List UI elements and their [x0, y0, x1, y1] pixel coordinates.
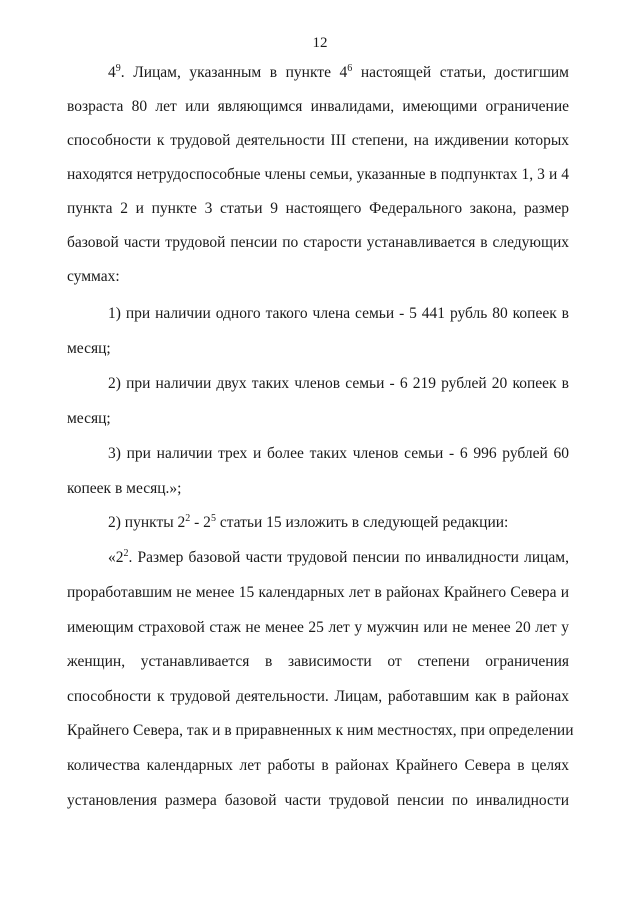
list-item-line: 3) при наличии трех и более таких членов семьи - 6 996 рублей 60	[108, 445, 569, 462]
list-item-line: копеек в месяц.»;	[67, 480, 182, 497]
paragraph-line: базовой части трудовой пенсии по старости устанавливается в следующих	[67, 234, 569, 251]
paragraph-line: «$2^2$. Размер базовой части трудовой пенсии по инвалидности лицам,	[108, 548, 569, 566]
list-item-line: месяц;	[67, 340, 111, 357]
paragraph-line: имеющим страховой стаж не менее 25 лет у мужчин или не менее 20 лет у	[67, 619, 569, 636]
paragraph-line: проработавшим не менее 15 календарных лет в районах Крайнего Севера и	[67, 584, 569, 601]
list-item-line: месяц;	[67, 410, 111, 427]
list-item-line: 2) при наличии двух таких членов семьи - 6 219 рублей 20 копеек в	[108, 375, 569, 392]
list-item-line: 1) при наличии одного такого члена семьи - 5 441 рубль 80 копеек в	[108, 305, 569, 322]
paragraph-line: пункта 2 и пункте 3 статьи 9 настоящего Федерального закона, размер	[67, 200, 569, 217]
page-number: 12	[312, 35, 328, 51]
paragraph-line: женщин, устанавливается в зависимости от степени ограничения	[67, 653, 569, 670]
paragraph-line: способности к трудовой деятельности. Лицам, работавшим как в районах	[67, 688, 569, 705]
paragraph-line: Крайнего Севера, так и в приравненных к ним местностях, при определении	[67, 722, 574, 739]
paragraph-line: способности к трудовой деятельности III степени, на иждивении которых	[67, 132, 569, 149]
amendment-instruction: 2) пункты $2^2 - 2^5$ статьи 15 изложить в следующей редакции:	[108, 513, 509, 531]
paragraph-line: возраста 80 лет или являющимся инвалидами, имеющими ограничение	[67, 98, 569, 115]
paragraph-line: суммах:	[67, 268, 120, 285]
paragraph-line: $4^9$. Лицам, указанным в пункте $4^6$ настоящей статьи, достигшим	[108, 63, 569, 81]
paragraph-line: находятся нетрудоспособные члены семьи, указанные в подпунктах 1, 3 и 4	[67, 166, 569, 183]
paragraph-line: количества календарных лет работы в районах Крайнего Севера в целях	[67, 757, 569, 774]
paragraph-line: установления размера базовой части трудовой пенсии по инвалидности	[67, 792, 569, 809]
